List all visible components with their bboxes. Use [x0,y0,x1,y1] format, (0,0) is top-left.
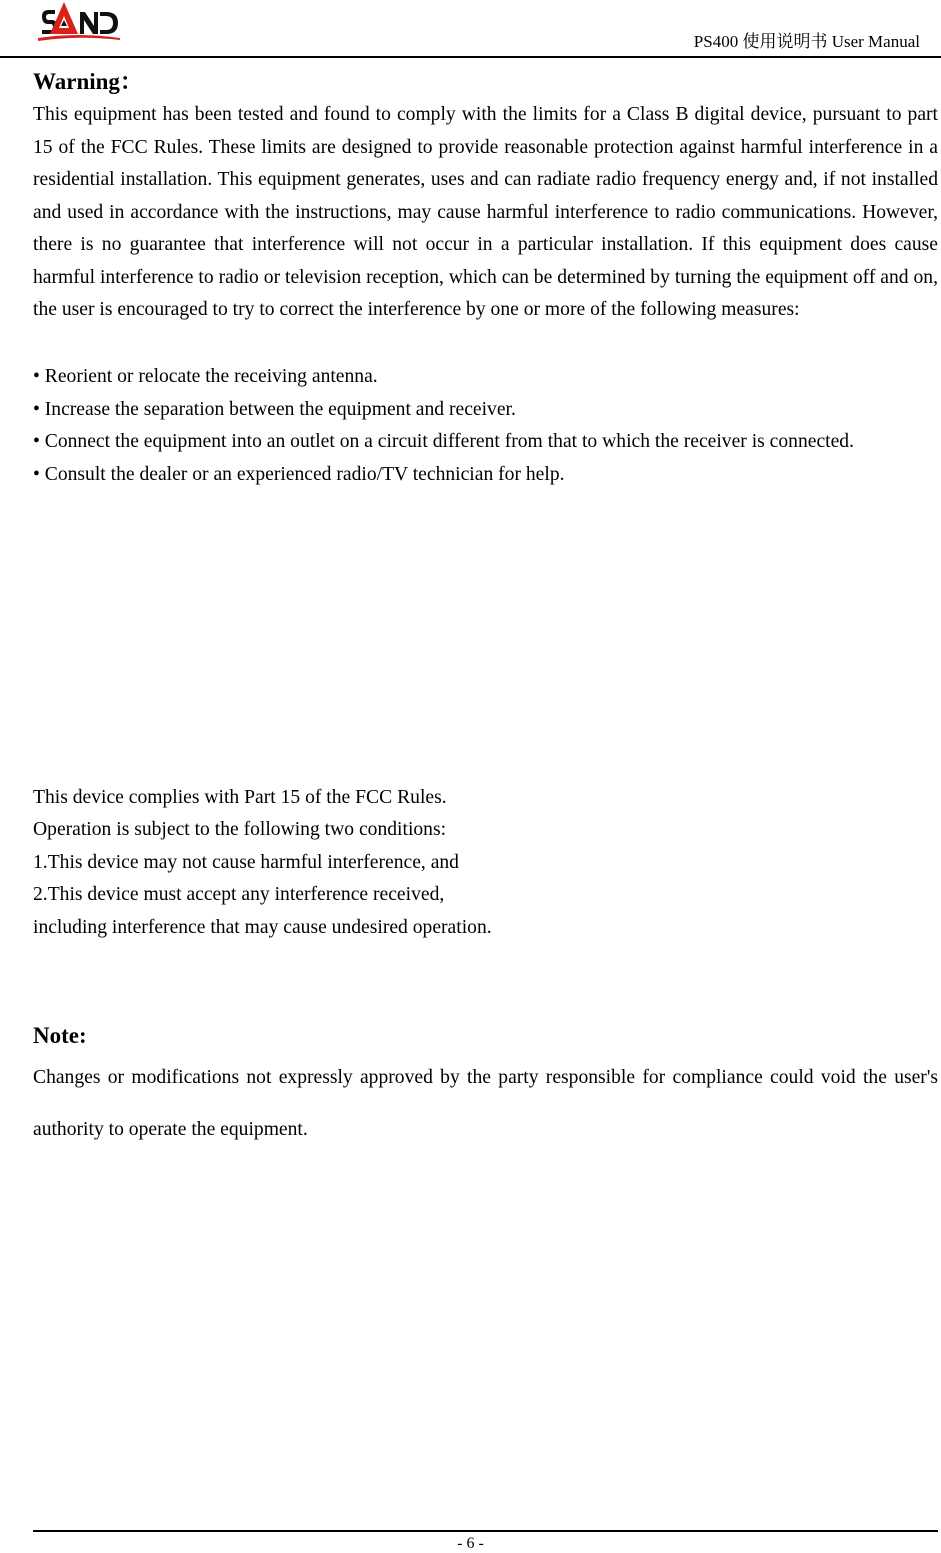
measures-list [33,361,938,491]
note-heading: Note: [33,1023,87,1048]
list-item: • Connect the equipment into an outlet on a circuit different from that to which the receiver is connected. [33,431,854,452]
fcc-line: 1.This device may not cause harmful interference, and [33,851,459,873]
list-item: • Increase the separation between the equipment and receiver. [33,398,516,420]
header-title: PS400 使用说明书 User Manual [693,32,920,51]
fcc-compliance-statement [33,782,938,944]
logo-letter-d [100,12,118,34]
fcc-line: including interference that may cause undesired operation. [33,916,492,938]
fcc-line: Operation is subject to the following two conditions: [33,819,447,841]
header-divider [0,56,941,58]
page-number: - 6 - [457,1535,484,1552]
fcc-line: 2.This device must accept any interference received, [33,884,445,906]
logo-letter-n [80,12,98,34]
warning-body: This equipment has been tested and found to comply with the limits for a Class B digital device, pursuant to part 15 of the FCC Rules. These limits are designed to provide reasonable protection against harmful interference in a residential installation. This equipment generates, uses and can radiate radio frequency energy and, if not installed and used in accordance with the instructions, may cause harmful interference to radio communications. However, there is no guarantee that interference will not occur in a particular installation. If this equipment does cause harmful interference to radio or television reception, which can be determined by turning the equipment off and on, the user is encouraged to try to correct the interference by one or more of the following measures: [33,104,938,320]
list-item: • Reorient or relocate the receiving antenna. [33,366,378,387]
warning-heading: Warning： [33,69,143,94]
fcc-line: This device complies with Part 15 of the FCC Rules. [33,787,447,808]
note-body: Changes or modifications not expressly approved by the party responsible for compliance could void the user's authority to operate the equipment. [33,1067,938,1140]
logo-swoosh [38,35,120,41]
footer-divider [33,1530,938,1532]
list-item: • Consult the dealer or an experienced radio/TV technician for help. [33,463,565,485]
sand-logo [38,2,120,44]
